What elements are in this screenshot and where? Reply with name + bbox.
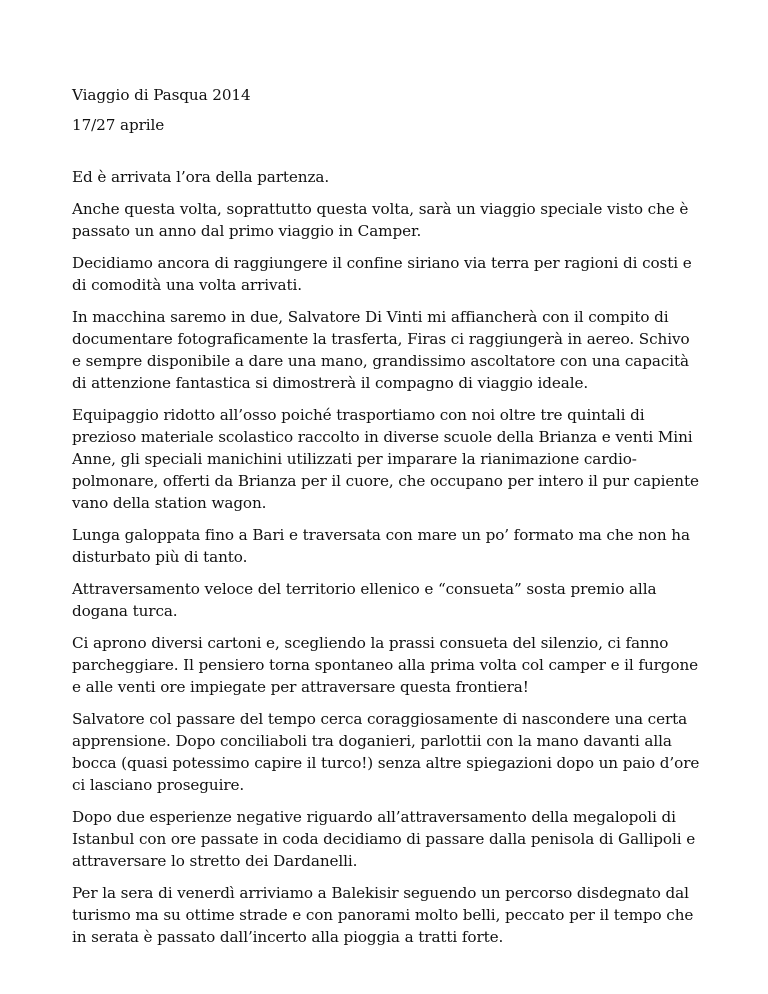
paragraph: Anche questa volta, soprattutto questa volta, sarà un viaggio speciale visto che è passato un anno dal primo viaggio in Camper. [72,200,689,240]
paragraph: Equipaggio ridotto all’osso poiché trasportiamo con noi oltre tre quintali di prezioso materiale scolastico raccolto in diverse scuole della Brianza e venti Mini Anne, gli speciali manichini utilizzati per imparare la rianimazione cardio-polmonare, offerti da Brianza per il cuore, che occupano per intero il pur capiente vano della station wagon. [72,406,699,512]
paragraph: Salvatore col passare del tempo cerca coraggiosamente di nascondere una certa apprensione. Dopo conciliaboli tra doganieri, parlottii con la mano davanti alla bocca (quasi potessimo capire il turco!) senza altre spiegazioni dopo un paio d’ore ci lasciano proseguire. [72,710,700,794]
document-page [72,84,700,958]
paragraph: Ed è arrivata l’ora della partenza. [72,168,330,186]
paragraph: Dopo due esperienze negative riguardo all’attraversamento della megalopoli di Istanbul con ore passate in coda decidiamo di passare dalla penisola di Gallipoli e attraversare lo stretto dei Dardanelli. [72,808,696,870]
paragraph: In macchina saremo in due, Salvatore Di Vinti mi affiancherà con il compito di documentare fotograficamente la trasferta, Firas ci raggiungerà in aereo. Schivo e sempre disponibile a dare una mano, grandissimo ascoltatore con una capacità di attenzione fantastica si dimostrerà il compagno di viaggio ideale. [72,308,690,392]
paragraph: Decidiamo ancora di raggiungere il confine siriano via terra per ragioni di costi e di comodità una volta arrivati. [72,254,692,294]
paragraph: Lunga galoppata fino a Bari e traversata con mare un po’ formato ma che non ha disturbato più di tanto. [72,526,690,566]
paragraph: Per la sera di venerdì arriviamo a Balekisir seguendo un percorso disdegnato dal turismo ma su ottime strade e con panorami molto belli, peccato per il tempo che in serata è passato dall’incerto alla pioggia a tratti forte. [72,884,694,946]
document-dates: 17/27 aprile [72,116,165,134]
paragraph: Ci aprono diversi cartoni e, scegliendo la prassi consueta del silenzio, ci fanno parcheggiare. Il pensiero torna spontaneo alla prima volta col camper e il furgone e alle venti ore impiegate per attraversare questa frontiera! [72,634,699,696]
document-title: Viaggio di Pasqua 2014 [72,86,251,104]
paragraph: Attraversamento veloce del territorio ellenico e “consueta” sosta premio alla dogana turca. [72,580,657,620]
